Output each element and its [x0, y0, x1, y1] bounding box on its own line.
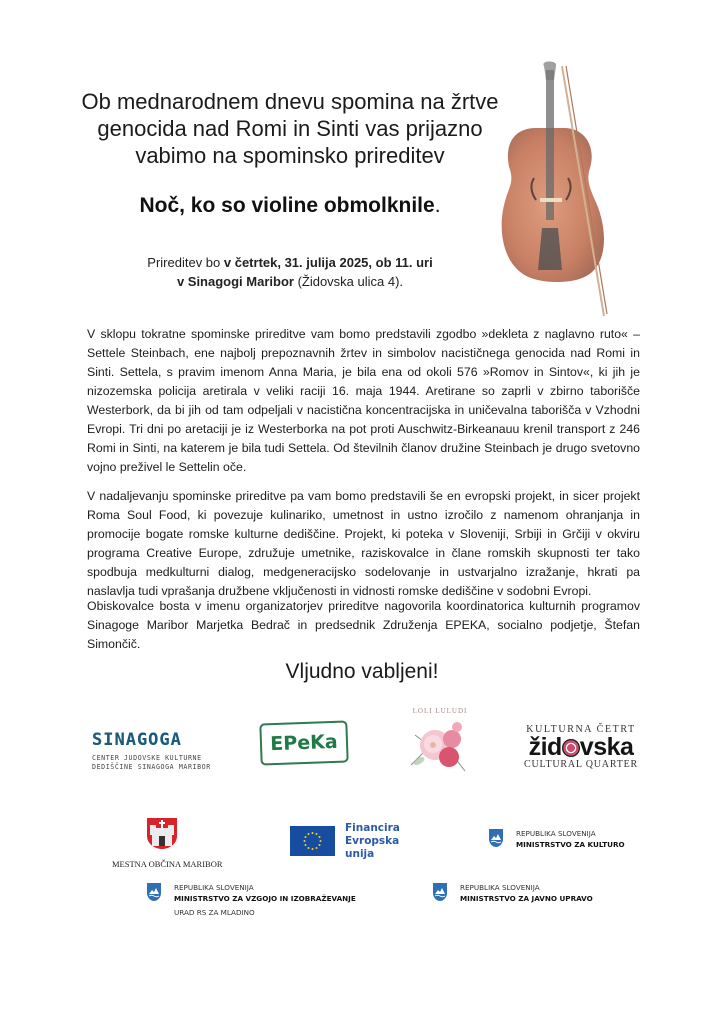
zidovska-bottom-text: CULTURAL QUARTER [524, 759, 638, 770]
event-date: v četrtek, 31. julija 2025, ob 11. uri [223, 255, 433, 270]
event-title-punct: . [434, 194, 441, 217]
violin-illustration [488, 58, 608, 316]
project-paragraph: V nadaljevanju spominske prireditve pa vam bomo predstavili še en evropski projekt, in sicer projekt Roma Soul Food, ki povezuje kulinariko, umetnost in ustno izročilo z namenom ohranjanja in promocije bogate romske kulturne dediščine. Projekt, ki poteka v Sloveniji, Srbiji in Grčiji v okviru programa Creative Europe, združuje umetnike, raziskovalce in člane romskih skupnosti ter tako spodbuja medkulturni dialog, medgeneracijsko sodelovanje in ustvarjalno izražanje, hkrati pa naslavlja tudi vprašanja družbene vključenosti in vidnosti romske dediščine v sodobni Evropi. [87, 489, 640, 598]
kulturna-cetrt-zidovska-logo [518, 724, 644, 770]
loli-luludi-logo [400, 707, 480, 787]
slovenia-coat-of-arms-icon [488, 828, 504, 848]
speakers-paragraph: Obiskovalce bosta v imenu organizatorjev prireditve nagovorila koordinatorica kulturnih programov Sinagoge Maribor Marjetka Bedrač in predsednik Združenja EPEKA, socialno podjetje, Štefan Simončič. [87, 599, 640, 651]
heading-line: Ob mednarodnem dnevu spomina na žrtve [81, 89, 499, 114]
zidovska-wordmark [518, 735, 644, 759]
zidovska-wordmark-part: vska [579, 733, 634, 761]
ministry-name: MINISTRSTVO ZA VZGOJO IN IZOBRAŽEVANJE [174, 894, 356, 903]
ministry-education-logo [146, 882, 356, 918]
epeka-wordmark: EPeKa [269, 730, 339, 756]
sinagoga-subtitle [92, 754, 227, 772]
rose-window-icon [562, 739, 580, 757]
eu-funding-line: Financira [345, 821, 400, 834]
sinagoga-maribor-logo [92, 730, 227, 772]
sinagoga-subtitle-line: DEDIŠČINE SINAGOGA MARIBOR [92, 763, 211, 771]
zidovska-top-text: KULTURNA ČETRT [526, 724, 636, 735]
eu-funding-text [345, 822, 420, 861]
slovenia-coat-of-arms-icon [432, 882, 448, 902]
ministry-culture-logo [488, 828, 625, 850]
event-venue-line [80, 272, 500, 291]
event-title [80, 194, 500, 218]
invitation-heading [80, 88, 500, 169]
sinagoga-subtitle-line: CENTER JUDOVSKE KULTURNE [92, 754, 202, 762]
mestna-obcina-maribor-logo [112, 816, 223, 869]
sinagoga-wordmark: SINAGOGA [92, 730, 227, 750]
epeka-logo [259, 720, 348, 765]
event-title-text: Noč, ko so violine obmolknile [139, 194, 435, 217]
event-date-prefix: Prireditev bo [147, 255, 224, 270]
event-details [80, 253, 500, 291]
maribor-text: MESTNA OBČINA MARIBOR [112, 859, 223, 869]
event-date-line [80, 253, 500, 272]
ministry-name: MINISTRSTVO ZA KULTURO [516, 840, 625, 849]
youth-office-label: URAD RS ZA MLADINO [174, 908, 255, 917]
loli-luludi-text: LOLI LULUDI [412, 707, 468, 715]
republic-label: REPUBLIKA SLOVENIJA [460, 883, 540, 892]
event-address: (Židovska ulica 4). [293, 274, 404, 289]
heading-line: genocida nad Romi in Sinti vas prijazno [97, 116, 483, 141]
event-venue: v Sinagogi Maribor [176, 274, 294, 289]
maribor-coat-of-arms-icon [145, 816, 179, 850]
ministry-public-admin-text [460, 882, 593, 904]
flower-bouquet-icon [405, 715, 475, 779]
eu-flag-icon [290, 826, 335, 856]
closing-greeting: Vljudno vabljeni! [285, 660, 439, 683]
eu-funding-line: Evropska unija [345, 834, 400, 860]
zidovska-wordmark-part: žid [528, 733, 562, 761]
story-paragraph: V sklopu tokratne spominske prireditve vam bomo predstavili zgodbo »dekleta z naglavno ruto« – Settele Steinbach, ene najbolj prepoznavnih žrtev in simbolov nacističnega genocida nad Romi in Sinti. Settela, s pravim imenom Anna Maria, je bila ena od okoli 576 »Romov in Sintov«, ki jih je nizozemska policija aretirala v veliki raciji 16. maja 1944. Aretirane so zaprli v zbirno taborišče Westerbork, da bi jih od tam odpeljali v nacistična koncentracijska in uničevalna taborišča v Vzhodni Evropi. Tri dni po aretaciji je iz Westerborka na pot proti Auschwitz-Birkeanauu krenil transport z 246 Romi in Sinti, na katerem je bila tudi Settela. Od številnih članov družine Steinbach je drugo svetovno vojno preživel le Settelin oče. [87, 327, 640, 474]
republic-label: REPUBLIKA SLOVENIJA [516, 829, 596, 838]
republic-label: REPUBLIKA SLOVENIJA [174, 883, 254, 892]
ministry-culture-text [516, 828, 625, 850]
slovenia-coat-of-arms-icon [146, 882, 162, 902]
eu-funding-logo [290, 821, 420, 860]
heading-line: vabimo na spominsko prireditev [135, 143, 445, 168]
ministry-name: MINISTRSTVO ZA JAVNO UPRAVO [460, 894, 593, 903]
ministry-public-admin-logo [432, 882, 593, 904]
ministry-education-text [174, 882, 356, 918]
